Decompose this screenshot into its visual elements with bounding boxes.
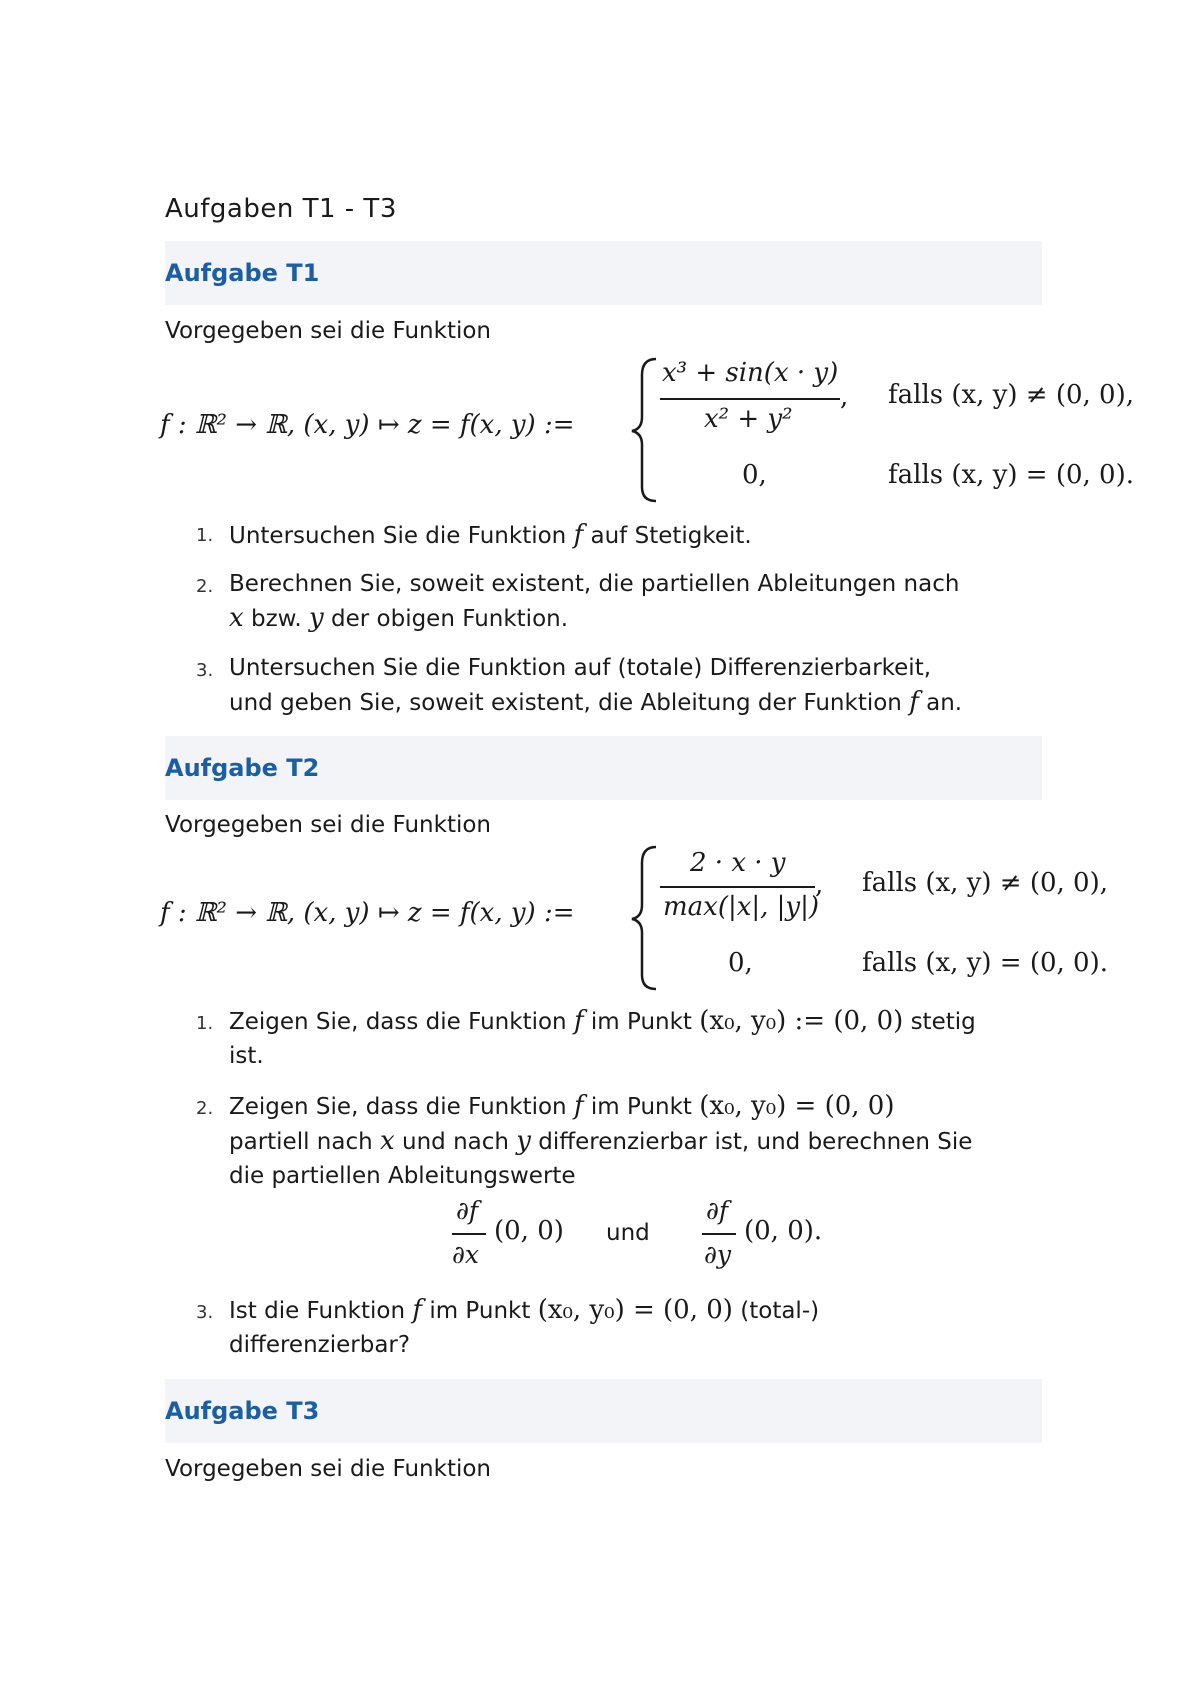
t2-case1-comma: ,	[815, 870, 824, 900]
section-t3-header	[165, 1379, 1042, 1443]
t1-case1-comma: ,	[840, 382, 849, 412]
t1-case1-condition: falls (x, y) ≠ (0, 0),	[888, 380, 1135, 410]
t2-case1-numerator: 2 · x · y	[690, 848, 786, 878]
t2-item-3-number: 3.	[196, 1302, 214, 1323]
section-t1-heading: Aufgabe T1	[165, 259, 320, 287]
t2-formula-lhs: f : ℝ² → ℝ, (x, y) ↦ z = f(x, y) :=	[160, 898, 575, 928]
section-t1-header	[165, 241, 1042, 305]
t2-deriv1-argument: (0, 0)	[494, 1216, 564, 1246]
t2-intro: Vorgegeben sei die Funktion	[165, 812, 491, 838]
t2-deriv2-denominator: ∂y	[704, 1240, 732, 1269]
t2-case1-denominator: max(|x|, |y|)	[663, 892, 820, 922]
t2-item-3: Ist die Funktion f im Punkt (x₀, y₀) = (0, 0) (total-) differenzierbar?	[229, 1295, 820, 1358]
t1-case2-condition: falls (x, y) = (0, 0).	[888, 460, 1135, 490]
t1-item-3-number: 3.	[196, 660, 214, 681]
section-t3-heading: Aufgabe T3	[165, 1397, 320, 1425]
t1-case1-numerator: x³ + sin(x · y)	[662, 358, 839, 388]
t1-fraction-bar	[660, 398, 840, 400]
section-t2-heading: Aufgabe T2	[165, 754, 320, 782]
t2-deriv2-argument: (0, 0).	[744, 1216, 823, 1246]
t2-deriv1-bar	[452, 1233, 486, 1235]
t1-item-1-number: 1.	[196, 525, 214, 546]
t1-item-1: Untersuchen Sie die Funktion f auf Stetigkeit.	[229, 520, 752, 550]
t1-case2-value: 0,	[742, 460, 767, 490]
t2-item-2: Zeigen Sie, dass die Funktion f im Punkt (x₀, y₀) = (0, 0) partiell nach x und nach y differenzierbar ist, und berechnen Sie die partiellen Ableitungswerte	[229, 1091, 973, 1189]
t2-case2-value: 0,	[728, 948, 753, 978]
t1-left-brace	[628, 355, 664, 505]
t1-formula-lhs: f : ℝ² → ℝ, (x, y) ↦ z = f(x, y) :=	[160, 410, 575, 440]
t1-item-2-number: 2.	[196, 576, 214, 597]
t2-deriv1-denominator: ∂x	[452, 1240, 480, 1269]
t2-item-1-number: 1.	[196, 1013, 214, 1034]
t2-case2-condition: falls (x, y) = (0, 0).	[862, 948, 1109, 978]
t2-deriv2-numerator: ∂f	[706, 1196, 729, 1225]
t2-und-word: und	[606, 1220, 650, 1246]
t1-case1-denominator: x² + y²	[704, 404, 793, 434]
t1-item-2: Berechnen Sie, soweit existent, die partiellen Ableitungen nach x bzw. y der obigen Funktion.	[229, 571, 960, 633]
t2-deriv1-numerator: ∂f	[456, 1196, 479, 1225]
t1-intro: Vorgegeben sei die Funktion	[165, 318, 491, 344]
t2-item-2-number: 2.	[196, 1098, 214, 1119]
page-title: Aufgaben T1 - T3	[165, 194, 397, 224]
t2-left-brace	[628, 843, 664, 993]
section-t2-header	[165, 736, 1042, 800]
t2-deriv2-bar	[702, 1233, 736, 1235]
t2-case1-condition: falls (x, y) ≠ (0, 0),	[862, 868, 1109, 898]
t2-fraction-bar	[660, 886, 815, 888]
t1-item-3: Untersuchen Sie die Funktion auf (totale) Differenzierbarkeit, und geben Sie, soweit existent, die Ableitung der Funktion f an.	[229, 655, 963, 717]
t2-item-1: Zeigen Sie, dass die Funktion f im Punkt (x₀, y₀) := (0, 0) stetig ist.	[229, 1006, 976, 1069]
t3-intro: Vorgegeben sei die Funktion	[165, 1456, 491, 1482]
